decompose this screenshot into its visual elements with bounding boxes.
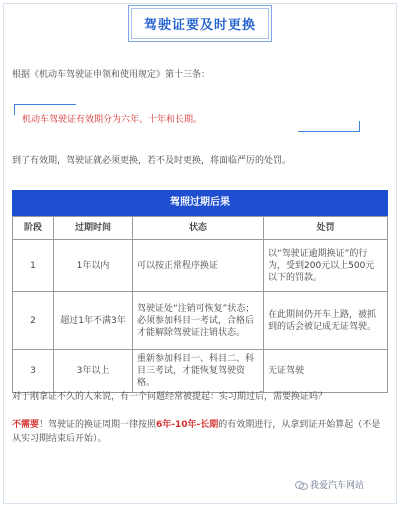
row-status: 驾驶证处“注销可恢复”状态；必须参加科目一考试，合格后才能解除驾驶证注销状态。	[133, 292, 264, 350]
table-row	[13, 292, 388, 350]
watermark	[295, 478, 364, 491]
validity-highlight: 机动车驾驶证有效期分为六年、十年和长期。	[22, 115, 203, 125]
question-text: 对于刚拿证不久的人来说，有一个问题经常被提起：实习期过后，需要换证吗？	[12, 392, 328, 402]
expiry-warning-text: 到了有效期，驾驶证就必须更换，若不及时更换，将面临严厉的处罚。	[12, 156, 292, 166]
header-penalty: 处罚	[264, 217, 388, 240]
row-stage: 2	[13, 292, 54, 350]
table-row	[13, 350, 388, 393]
row-time: 超过1年不满3年	[54, 292, 133, 350]
table-row	[13, 240, 388, 292]
expiry-table	[12, 216, 388, 393]
answer-period: 6年-10年-长期	[156, 420, 219, 430]
row-penalty: 在此期间仍开车上路，被抓到的话会被记成无证驾驶。	[264, 292, 388, 350]
row-penalty: 无证驾驶	[264, 350, 388, 393]
row-time: 1年以内	[54, 240, 133, 292]
callout-bottom-border	[298, 131, 360, 132]
row-penalty: 以“驾驶证逾期换证”的行为，受到200元以上500元以下的罚款。	[264, 240, 388, 292]
answer-part1: ！驾驶证的换证周期一律按照	[39, 420, 157, 430]
table-header-row	[13, 217, 388, 240]
answer-no: 不需要	[12, 420, 40, 430]
title-wrap	[0, 8, 400, 39]
row-status: 可以按正常程序换证	[133, 240, 264, 292]
row-stage: 3	[13, 350, 54, 393]
wechat-icon	[295, 480, 307, 489]
header-time: 过期时间	[54, 217, 133, 240]
answer-part2: 的有效期进行，从拿到证开始算起	[218, 420, 354, 430]
table-caption: 驾照过期后果	[12, 190, 388, 216]
answer-part3: （不是从实习期结束后开始）。	[12, 420, 381, 444]
header-status: 状态	[133, 217, 264, 240]
highlight-callout	[14, 104, 360, 132]
intro-text: 根据《机动车驾驶证申领和使用规定》第十三条：	[12, 70, 211, 80]
page-title: 驾驶证要及时更换	[131, 8, 269, 39]
watermark-text: 我爱汽车网站	[309, 481, 364, 491]
header-stage: 阶段	[13, 217, 54, 240]
answer-text	[12, 418, 388, 446]
row-time: 3年以上	[54, 350, 133, 393]
row-status: 重新参加科目一、科目二、科目三考试，才能恢复驾驶资格。	[133, 350, 264, 393]
row-stage: 1	[13, 240, 54, 292]
